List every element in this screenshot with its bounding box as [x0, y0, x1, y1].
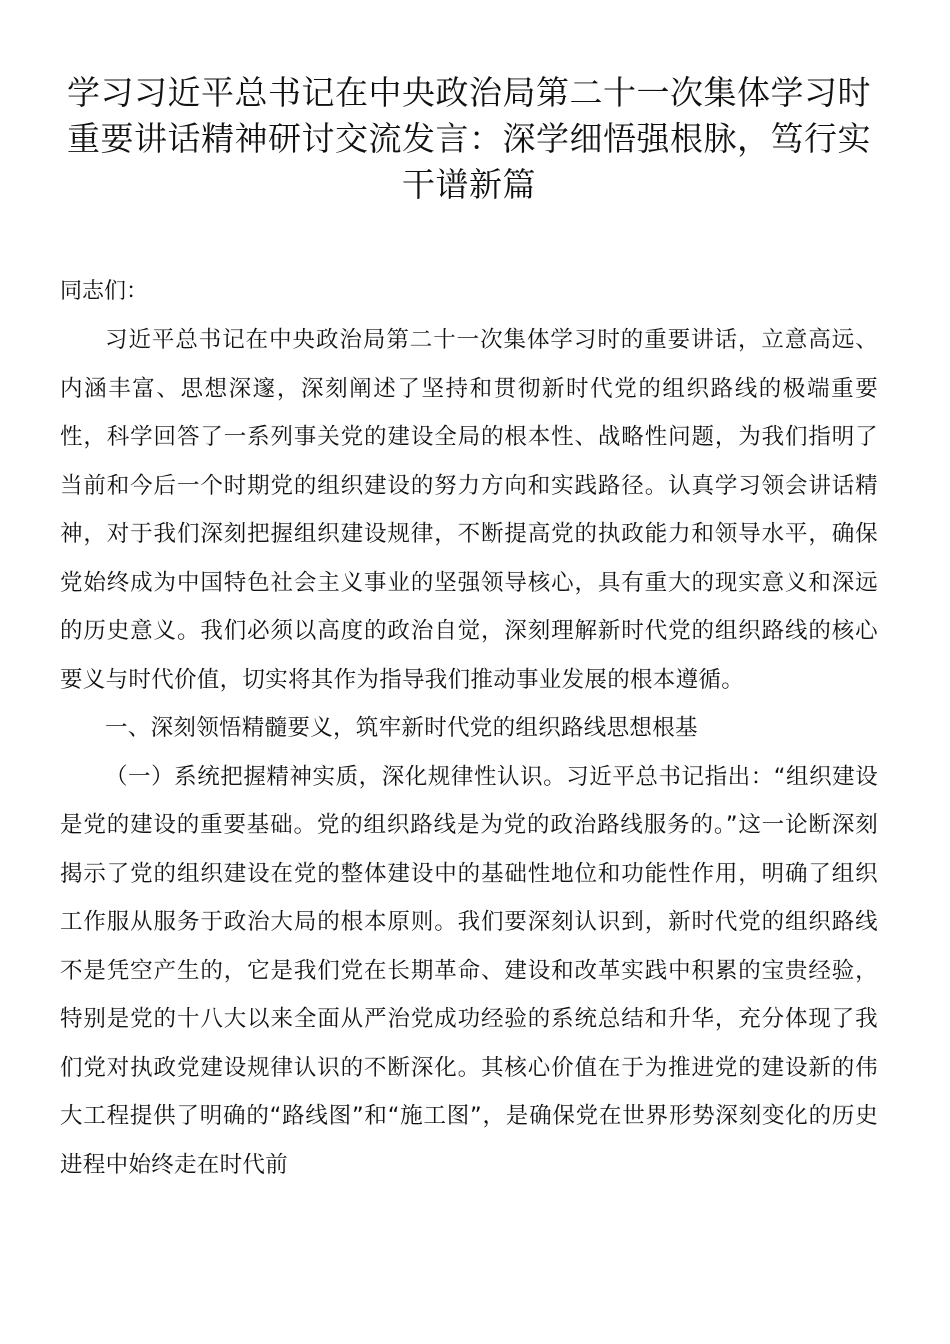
intro-paragraph: 习近平总书记在中央政治局第二十一次集体学习时的重要讲话，立意高远、内涵丰富、思想深邃，深刻阐述了坚持和贯彻新时代党的组织路线的极端重要性，科学回答了一系列事关党的建设全局的根本性、战略性问题，为我们指明了当前和今后一个时期党的组织建设的努力方向和实践路径。认真学习领会讲话精神，对于我们深刻把握组织建设规律，不断提高党的执政能力和领导水平，确保党始终成为中国特色社会主义事业的坚强领导核心，具有重大的现实意义和深远的历史意义。我们必须以高度的政治自觉，深刻理解新时代党的组织路线的核心要义与时代价值，切实将其作为指导我们推动事业发展的根本遵循。: [60, 327, 878, 693]
section-heading: 一、深刻领悟精髓要义，筑牢新时代党的组织路线思想根基: [105, 715, 698, 741]
document-title: 学习习近平总书记在中央政治局第二十一次集体学习时重要讲话精神研讨交流发言：深学细悟强根脉，笃行实干谱新篇: [67, 73, 871, 204]
greeting: 同志们：: [60, 279, 149, 304]
subsection-paragraph: （一）系统把握精神实质，深化规律性认识。习近平总书记指出：“组织建设是党的建设的重要基础。党的组织路线是为党的政治路线服务的。”这一论断深刻揭示了党的组织建设在党的整体建设中的基础性地位和功能性作用，明确了组织工作服从服务于政治大局的根本原则。我们要深刻认识到，新时代党的组织路线不是凭空产生的，它是我们党在长期革命、建设和改革实践中积累的宝贵经验，特别是党的十八大以来全面从严治党成功经验的系统总结和升华，充分体现了我们党对执政党建设规律认识的不断深化。其核心价值在于为推进党的建设新的伟大工程提供了明确的“路线图”和“施工图”，是确保党在世界形势深刻变化的历史进程中始终走在时代前: [60, 763, 878, 1178]
